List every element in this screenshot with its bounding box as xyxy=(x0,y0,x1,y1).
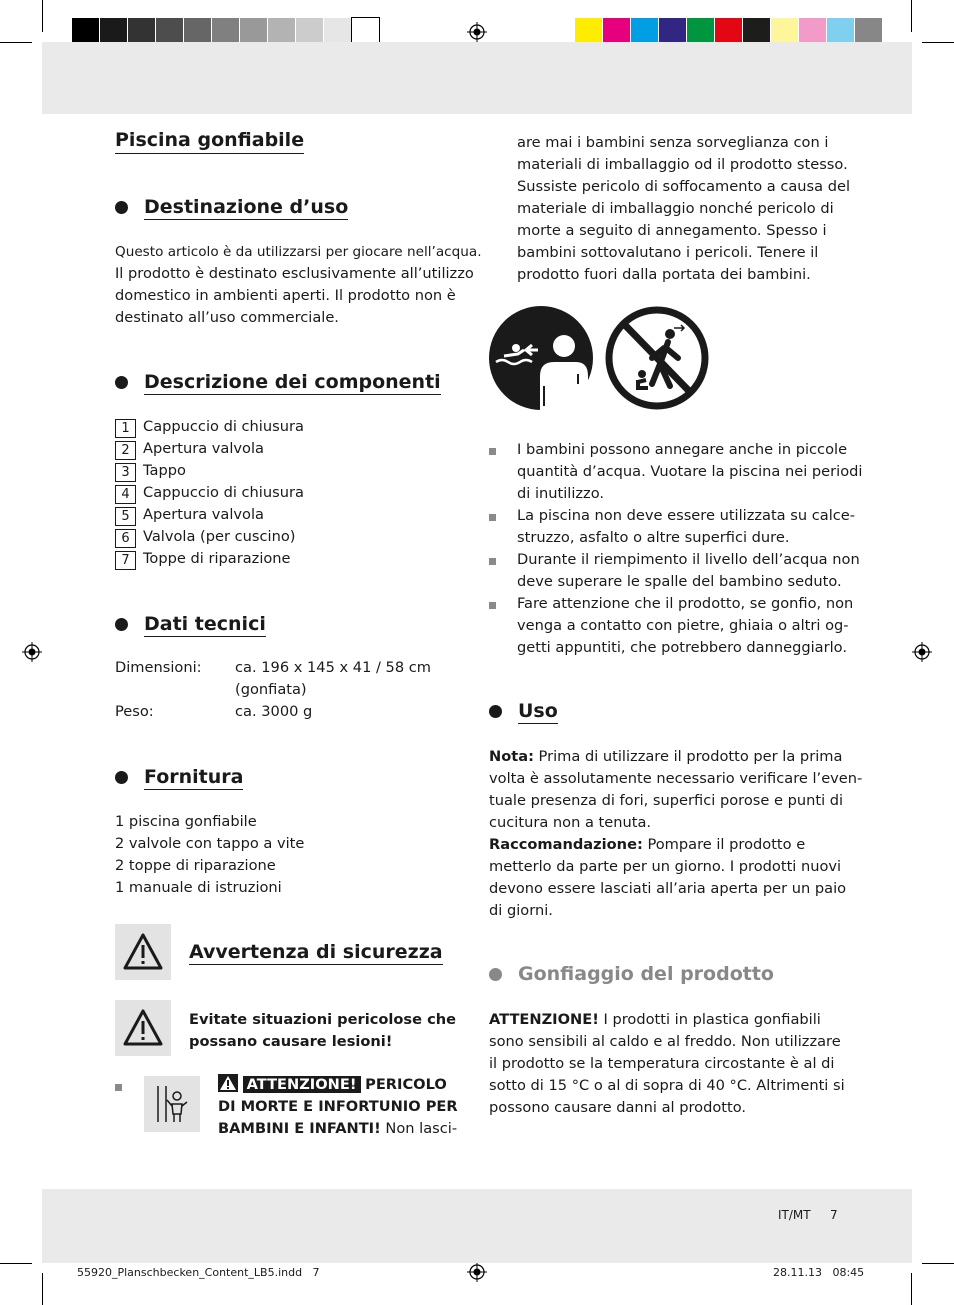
crop-mark xyxy=(911,1273,912,1305)
part-number: 2 xyxy=(115,441,136,460)
part-label: Apertura valvola xyxy=(143,506,264,523)
heading-bullet-icon xyxy=(115,201,128,214)
weight-value: ca. 3000 g xyxy=(235,703,313,720)
list-item xyxy=(115,460,415,482)
crop-mark xyxy=(0,1263,32,1264)
crop-mark xyxy=(922,42,954,43)
text-line: sotto di 15 °C o al di sopra di 40 °C. Altrimenti si xyxy=(489,1077,845,1094)
danger-line: PERICOLO xyxy=(365,1076,447,1093)
text-line: getti appuntiti, che potrebbero danneggiarlo. xyxy=(517,639,847,656)
text-line: cucitura non a tenuta. xyxy=(489,814,652,831)
text-line: 2 toppe di riparazione xyxy=(115,857,276,874)
list-item xyxy=(115,482,415,504)
nota-label: Nota: xyxy=(489,748,534,765)
supervise-child-in-water-icon xyxy=(488,306,594,410)
list-item xyxy=(517,505,855,549)
list-bullet-icon xyxy=(489,602,496,609)
text-line: prodotto fuori dalla portata dei bambini. xyxy=(517,266,811,283)
warning-box xyxy=(115,1000,171,1056)
heading-text: Fornitura xyxy=(144,766,244,788)
part-label: Cappuccio di chiusura xyxy=(143,484,304,501)
attention-badge: ATTENZIONE! xyxy=(243,1076,361,1093)
dimensions-value: ca. 196 x 145 x 41 / 58 cm xyxy=(235,659,431,676)
text-line: I prodotti in plastica gonfiabili xyxy=(598,1011,821,1028)
footer-filename: 55920_Planschbecken_Content_LB5.indd 7 xyxy=(77,1266,320,1279)
text-line: Il prodotto è destinato esclusivamente all’utilizzo xyxy=(115,265,474,282)
list-item xyxy=(115,526,415,548)
text-line: il prodotto se la temperatura circostante è al di xyxy=(489,1055,835,1072)
text-line: volta è assolutamente necessario verificare l’even- xyxy=(489,770,863,787)
text-line: 2 valvole con tappo a vite xyxy=(115,835,305,852)
list-bullet-icon xyxy=(489,514,496,521)
page-number: 7 xyxy=(830,1208,838,1222)
text-line: metterlo da parte per un giorno. I prodotti nuovi xyxy=(489,858,842,875)
part-label: Cappuccio di chiusura xyxy=(143,418,304,435)
crop-mark xyxy=(911,0,912,32)
crop-mark xyxy=(0,42,32,43)
text-line: possono causare danni al prodotto. xyxy=(489,1099,747,1116)
registration-mark-icon xyxy=(467,1262,487,1282)
part-label: Toppe di riparazione xyxy=(143,550,291,567)
text-line: materiale di imballaggio nonché pericolo di xyxy=(517,200,834,217)
text-line: Fare attenzione che il prodotto, se gonfio, non xyxy=(517,595,854,612)
text-line: struzzo, asfalto o altre superfici dure. xyxy=(517,529,790,546)
heading-text: Gonfiaggio del prodotto xyxy=(518,963,774,985)
heading-bullet-icon xyxy=(489,968,502,981)
list-bullet-icon xyxy=(115,1084,122,1091)
list-item xyxy=(517,549,860,593)
part-number: 4 xyxy=(115,485,136,504)
left-column xyxy=(115,128,465,154)
warning-triangle-icon xyxy=(218,1074,238,1092)
registration-mark-icon xyxy=(912,642,932,662)
list-bullet-icon xyxy=(489,448,496,455)
list-item xyxy=(115,548,415,570)
list-item xyxy=(517,593,853,659)
part-label: Apertura valvola xyxy=(143,440,264,457)
text-line: La piscina non deve essere utilizzata su calce- xyxy=(517,507,856,524)
text-line: morte a seguito di annegamento. Spesso i xyxy=(517,222,827,239)
heading-bullet-icon xyxy=(489,705,502,718)
text-line: Pompare il prodotto e xyxy=(642,836,806,853)
text-line: 1 piscina gonfiabile xyxy=(115,813,257,830)
heading-text: Descrizione dei componenti xyxy=(144,371,441,393)
danger-tail: Non lasci- xyxy=(380,1120,458,1137)
heading-text: Dati tecnici xyxy=(144,613,266,635)
text-line: are mai i bambini senza sorveglianza con i xyxy=(517,134,829,151)
header-band xyxy=(42,42,912,114)
text-line: devono essere lasciati all’aria aperta per un paio xyxy=(489,880,847,897)
part-number: 6 xyxy=(115,529,136,548)
text-line: Durante il riempimento il livello dell’acqua non xyxy=(517,551,860,568)
text-line: quantità d’acqua. Vuotare la piscina nei periodi xyxy=(517,463,863,480)
text-line: sono sensibili al caldo e al freddo. Non utilizzare xyxy=(489,1033,841,1050)
safety-heading: Avvertenza di sicurezza xyxy=(189,941,443,963)
heading-bullet-icon xyxy=(115,618,128,631)
heading-text: Uso xyxy=(518,700,558,722)
crop-mark xyxy=(42,0,43,32)
fornitura-list xyxy=(115,811,304,899)
part-label: Valvola (per cuscino) xyxy=(143,528,296,545)
footer-language: IT/MT xyxy=(778,1208,811,1222)
list-bullet-icon xyxy=(489,558,496,565)
tech-data xyxy=(115,657,455,727)
continued-text xyxy=(517,132,850,286)
text-line: deve superare le spalle del bambino seduto. xyxy=(517,573,842,590)
text-line: Evitate situazioni pericolose che xyxy=(189,1011,457,1028)
warning-triangle-icon xyxy=(115,1000,171,1056)
part-number: 7 xyxy=(115,551,136,570)
attention-label: ATTENZIONE! xyxy=(489,1011,599,1028)
footer-timestamp: 28.11.13 08:45 xyxy=(773,1266,865,1279)
danger-line: BAMBINI E INFANTI! xyxy=(218,1120,381,1137)
text-line: materiali di imballaggio od il prodotto stesso. xyxy=(517,156,848,173)
warning-text xyxy=(189,1009,456,1053)
crop-mark xyxy=(42,1273,43,1305)
parts-list xyxy=(115,416,415,570)
uso-text xyxy=(489,746,862,922)
crop-mark xyxy=(922,1263,954,1264)
gonfiaggio-text xyxy=(489,1009,845,1119)
weight-label: Peso: xyxy=(115,703,154,720)
list-item xyxy=(517,439,862,505)
text-line: di inutilizzo. xyxy=(517,485,605,502)
warning-triangle-icon xyxy=(115,924,171,980)
child-supervision-icon xyxy=(144,1076,200,1132)
list-item xyxy=(115,438,415,460)
text-line: possano causare lesioni! xyxy=(189,1033,393,1050)
text-line: Sussiste pericolo di soffocamento a causa del xyxy=(517,178,851,195)
text-line: 1 manuale di istruzioni xyxy=(115,879,282,896)
destinazione-text xyxy=(115,241,482,329)
footer-band xyxy=(42,1189,912,1263)
part-number: 5 xyxy=(115,507,136,526)
part-number: 3 xyxy=(115,463,136,482)
raccomandazione-label: Raccomandazione: xyxy=(489,836,643,853)
heading-text: Destinazione d’uso xyxy=(144,196,349,218)
text-line: bambini sottovalutano i pericoli. Tenere il xyxy=(517,244,819,261)
text-line: destinato all’uso commerciale. xyxy=(115,309,339,326)
heading-bullet-icon xyxy=(115,376,128,389)
heading-bullet-icon xyxy=(115,771,128,784)
warning-box xyxy=(115,924,171,980)
dimensions-note: (gonfiata) xyxy=(235,681,307,698)
page-title: Piscina gonfiabile xyxy=(115,128,304,154)
list-item xyxy=(115,416,415,438)
text-line: I bambini possono annegare anche in piccole xyxy=(517,441,848,458)
dimensions-label: Dimensioni: xyxy=(115,659,202,676)
text-line: Prima di utilizzare il prodotto per la prima xyxy=(533,748,843,765)
danger-text xyxy=(218,1074,458,1140)
part-number: 1 xyxy=(115,419,136,438)
registration-mark-icon xyxy=(22,642,42,662)
text-line: venga a contatto con pietre, ghiaia o altri og- xyxy=(517,617,849,634)
do-not-leave-child-icon xyxy=(604,306,710,410)
registration-mark-icon xyxy=(467,22,487,42)
text-line: domestico in ambienti aperti. Il prodotto non è xyxy=(115,287,456,304)
text-line: Questo articolo è da utilizzarsi per giocare nell’acqua. xyxy=(115,244,482,260)
text-line: di giorni. xyxy=(489,902,553,919)
part-label: Tappo xyxy=(143,462,186,479)
text-line: tuale presenza di fori, superfici porose e punti di xyxy=(489,792,844,809)
list-item xyxy=(115,504,415,526)
danger-line: DI MORTE E INFORTUNIO PER xyxy=(218,1098,458,1115)
